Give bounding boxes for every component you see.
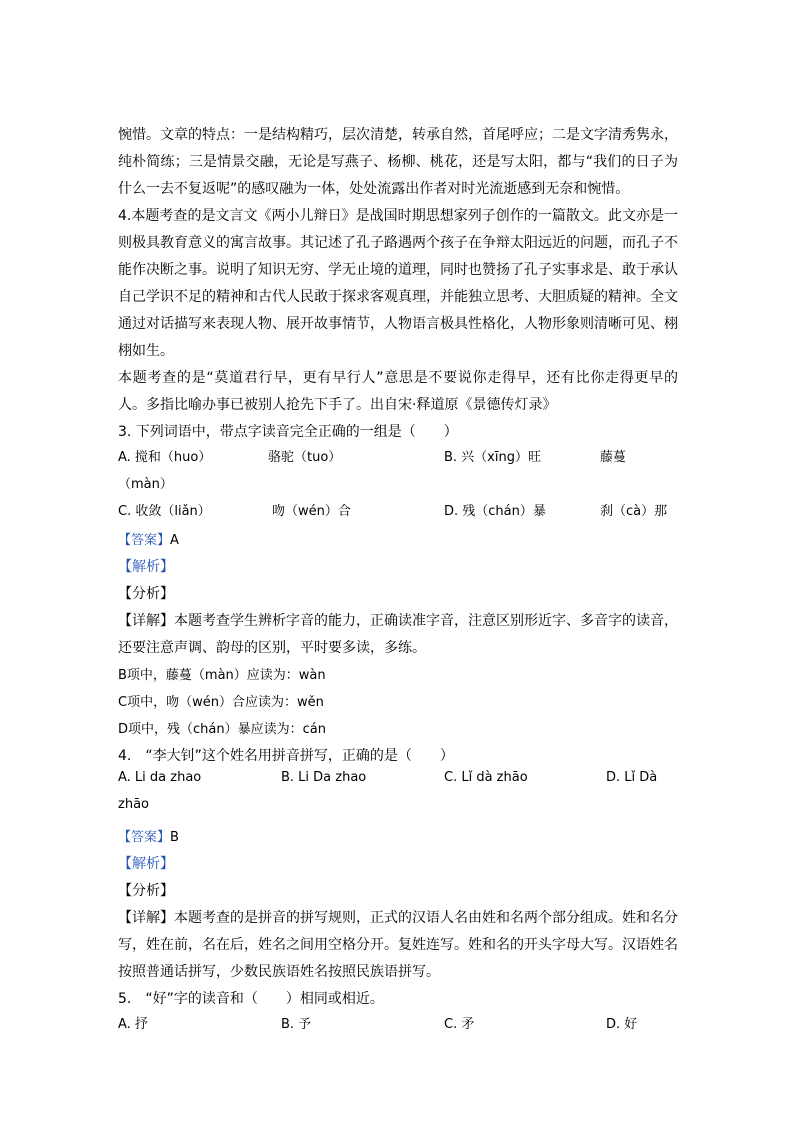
option-a: A. 抒: [118, 1017, 148, 1032]
detail-text: 本题考查学生辨析字音的能力，正确读准字音，注意区别形近字、多音字的读音，还要注意声调、韵母的区别，平时要多读，多练。: [118, 613, 678, 656]
fenxi-tag-q4: 【分析】: [118, 883, 174, 899]
option-b-part1: B. 兴（xīng）旺: [444, 450, 541, 465]
option-d-part2: zhāo: [118, 797, 149, 812]
fix-c: C项中，吻（wén）合应读为：wěn: [118, 695, 324, 710]
option-c: C. 矛: [444, 1017, 475, 1032]
question-3-options-row-1: [118, 446, 678, 473]
question-4-options-row-2: [118, 797, 678, 824]
detail-tag: 【详解】: [118, 910, 174, 926]
option-b: B. 予: [281, 1017, 312, 1032]
answer-tag: 【答案】: [118, 533, 171, 548]
detail-tag: 【详解】: [118, 613, 174, 629]
option-a-part1: A. 搅和（huo）: [118, 450, 212, 465]
analysis-tag-q3: 【解析】: [118, 559, 174, 575]
option-c-part1: C. 收敛（liǎn）: [118, 504, 211, 519]
question-5-options-row: [118, 1013, 678, 1040]
question-5-stem: 5. “好”字的读音和（ ）相同或相近。: [118, 991, 384, 1007]
question-4-stem: 4. “李大钊”这个姓名用拼音拼写，正确的是（ ）: [118, 748, 454, 764]
question-4-options-row-1: [118, 770, 678, 797]
option-d-part1: D. 残（chán）暴: [444, 504, 546, 519]
answer-tag: 【答案】: [118, 830, 171, 845]
fix-d: D项中，残（chán）暴应读为：cán: [118, 722, 326, 737]
document-page: [118, 122, 678, 1040]
option-d-part2: 刹（cà）那: [600, 504, 668, 519]
option-b-part3: （màn）: [118, 477, 173, 492]
option-c-part2: 吻（wén）合: [272, 504, 351, 519]
paragraph-q4-explanation: 4.本题考查的是文言文《两小儿辩日》是战国时期思想家列子创作的一篇散文。此文亦是一则极具教育意义的寓言故事。其记述了孔子路遇两个孩子在争辩太阳远近的问题，而孔子不能作决断之事。说明了知识无穷、学无止境的道理，同时也赞扬了孔子实事求是、敢于承认自己学识不足的精神和古代人民敢于探求客观真理，并能独立思考、大胆质疑的精神。全文通过对话描写来表现人物、展开故事情节，人物语言极具性格化，人物形象则清晰可见、栩栩如生。: [118, 208, 678, 359]
question-3-options-row-3: [118, 500, 678, 527]
detail-q3: [118, 608, 678, 662]
paragraph-proverb-explanation: 本题考查的是“莫道君行早，更有早行人”意思是不要说你走得早，还有比你走得更早的人。多指比喻办事已被别人抢先下手了。出自宋·释道原《景德传灯录》: [118, 370, 678, 413]
fix-b: B项中，藤蔓（màn）应读为：wàn: [118, 668, 326, 683]
option-d: D. 好: [606, 1017, 638, 1032]
option-a: A. Li da zhao: [118, 770, 202, 785]
answer-value: B: [170, 830, 179, 845]
option-b: B. Li Da zhao: [281, 770, 367, 785]
analysis-tag-q4: 【解析】: [118, 856, 174, 872]
option-d-part1: D. Lǐ Dà: [606, 770, 658, 785]
option-b-part2: 藤蔓: [600, 450, 627, 465]
question-3-stem: 3. 下列词语中，带点字读音完全正确的一组是（ ）: [118, 424, 458, 440]
question-3-options-row-2: [118, 473, 678, 500]
detail-text: 本题考查的是拼音的拼写规则，正式的汉语人名由姓和名两个部分组成。姓和名分写，姓在前，名在后，姓名之间用空格分开。复姓连写。姓和名的开头字母大写。汉语姓名按照普通话拼写，少数民族语姓名按照民族语拼写。: [118, 910, 678, 980]
paragraph-essay-features: 惋惜。文章的特点：一是结构精巧，层次清楚，转承自然，首尾呼应；二是文字清秀隽永，纯朴简练；三是情景交融，无论是写燕子、杨柳、桃花，还是写太阳，都与“我们的日子为什么一去不复返呢”的感叹融为一体，处处流露出作者对时光流逝感到无奈和惋惜。: [118, 127, 678, 197]
option-c: C. Lǐ dà zhāo: [444, 770, 528, 785]
answer-line-q4: [118, 824, 678, 851]
fenxi-tag-q3: 【分析】: [118, 586, 174, 602]
option-a-part2: 骆驼（tuo）: [268, 450, 342, 465]
detail-q4: [118, 905, 678, 986]
answer-line-q3: [118, 527, 678, 554]
answer-value: A: [170, 533, 179, 548]
